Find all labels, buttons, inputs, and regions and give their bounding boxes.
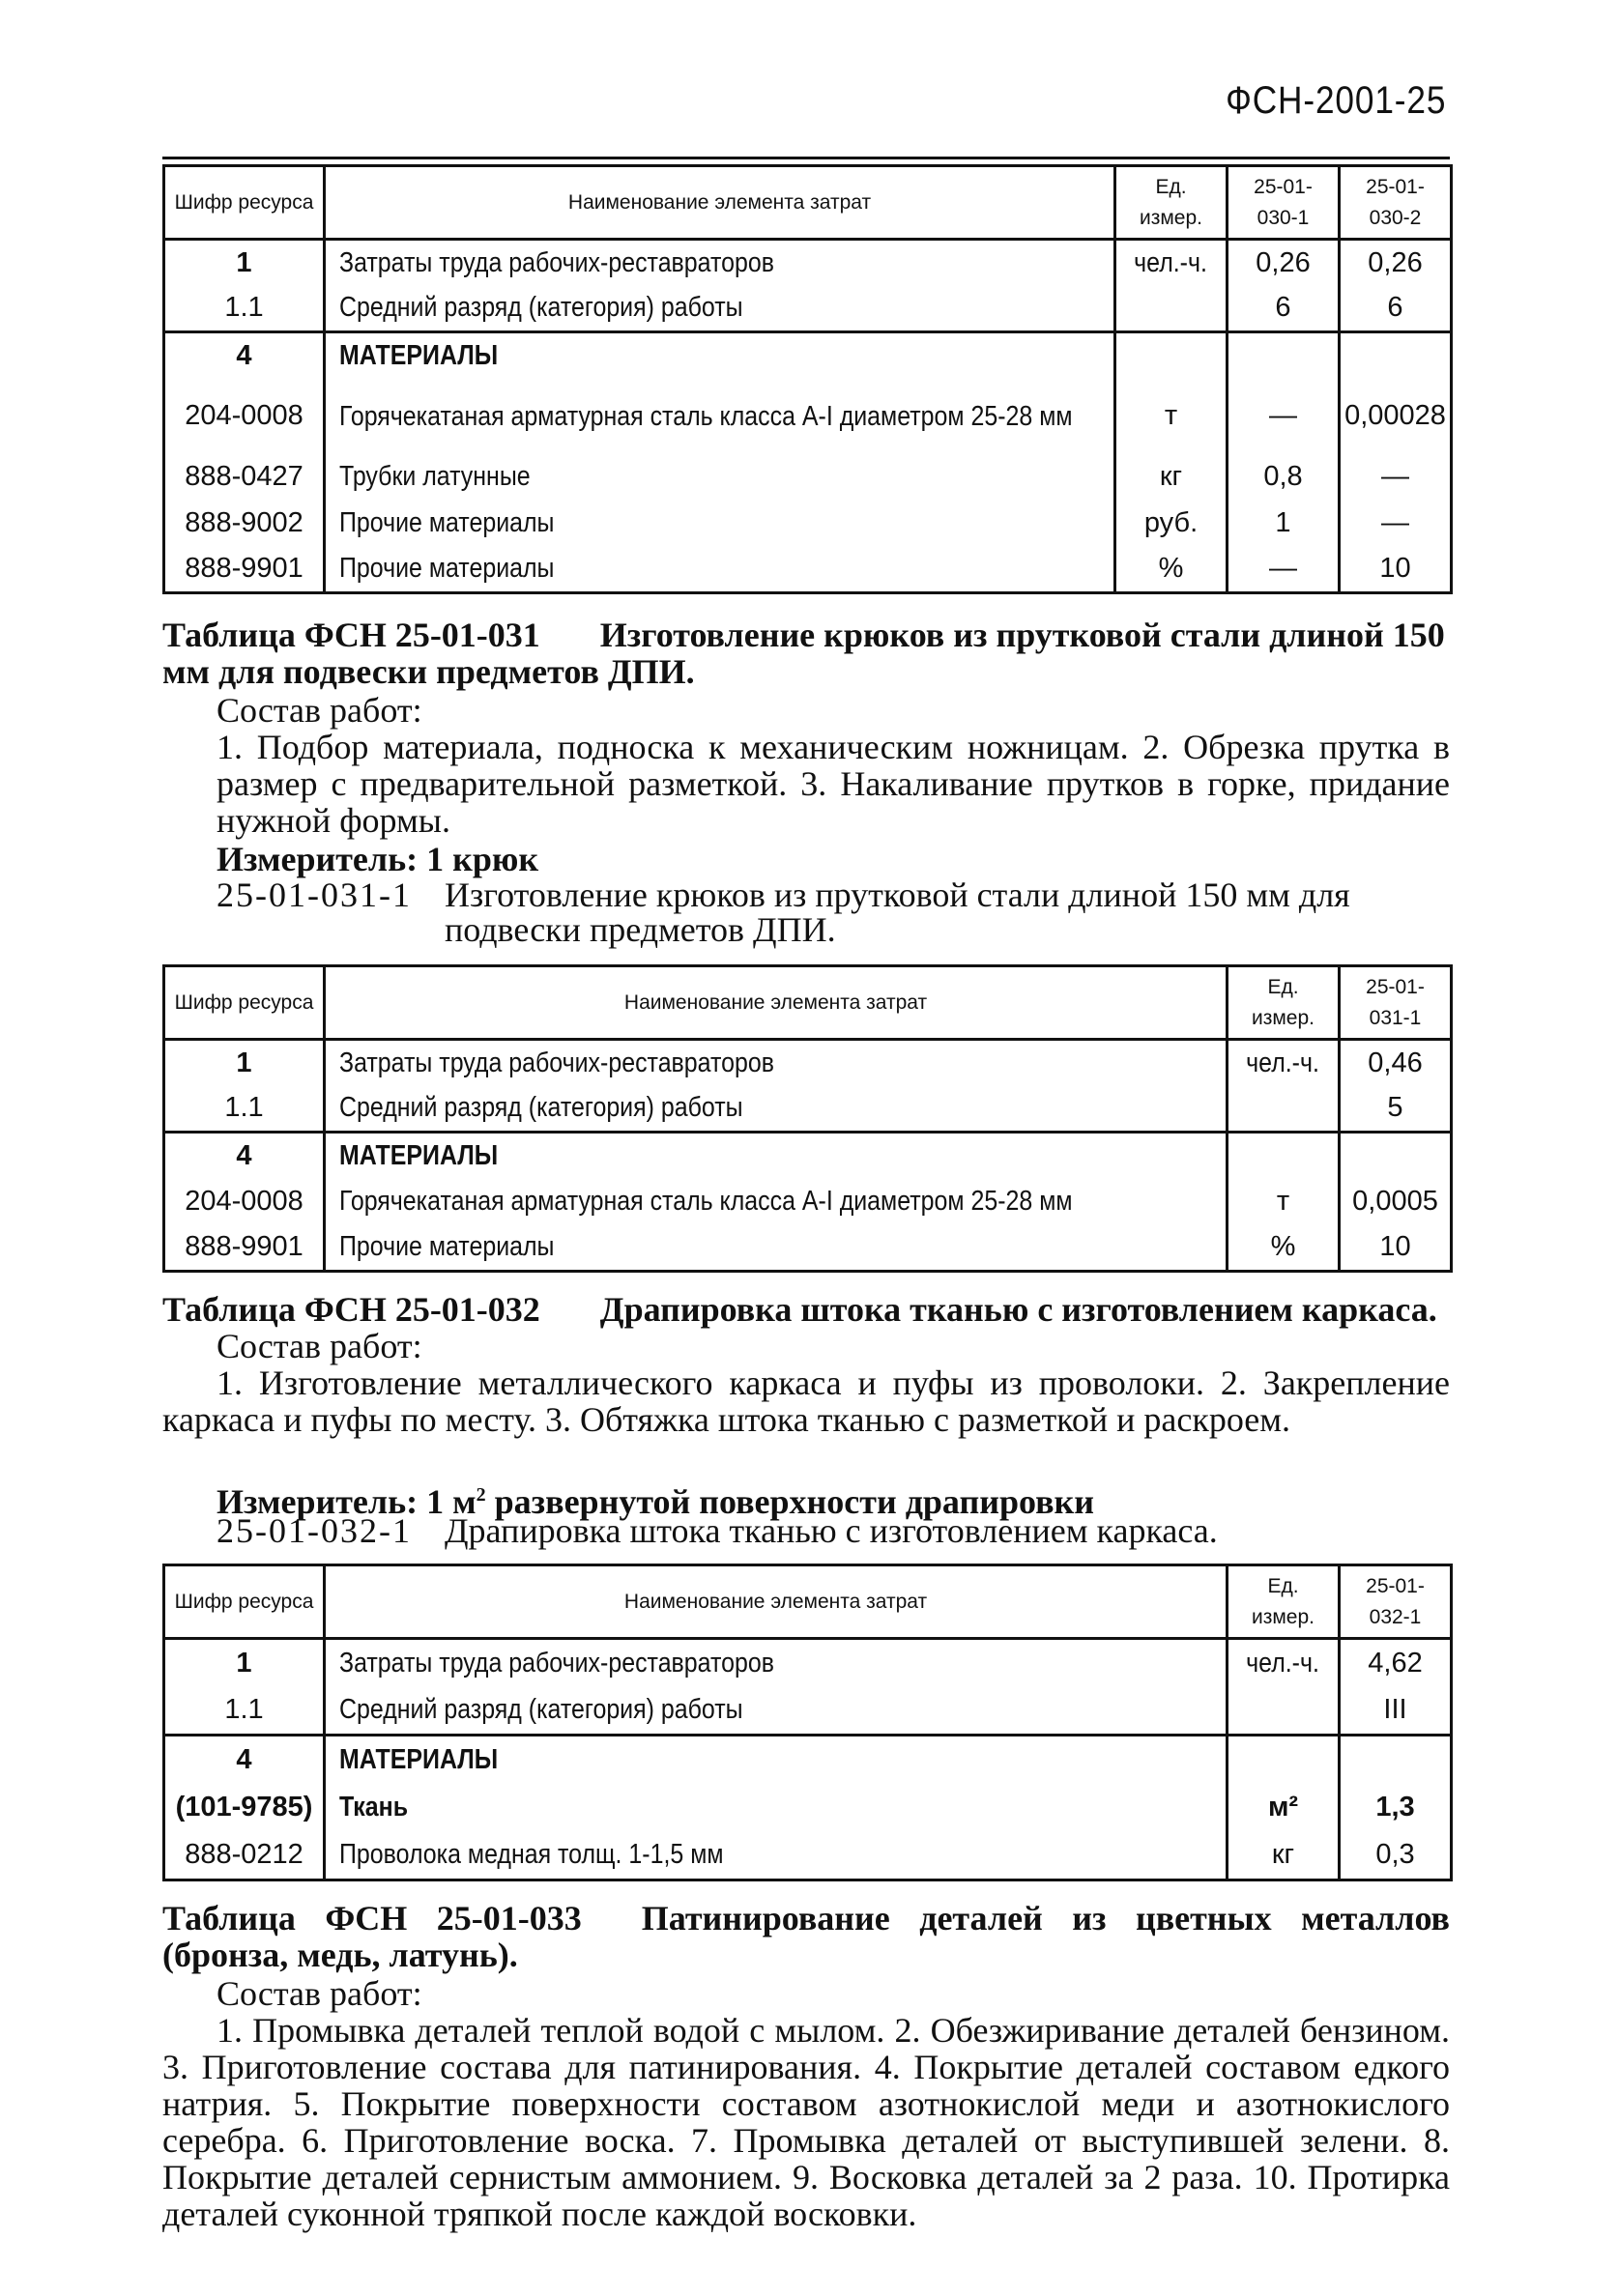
row-code: (101-9785): [164, 1784, 325, 1832]
header-name: Наименование элемента затрат: [325, 166, 1115, 240]
header-col: 25-01-030-1: [1228, 166, 1340, 240]
spec-text: Изготовление крюков из прутковой стали длиной 150 мм для подвески предметов ДПИ.: [445, 875, 1350, 949]
table-row: [164, 379, 1452, 454]
caption-number: Таблица ФСН 25-01-032: [162, 1290, 540, 1329]
row-name-text: Горячекатаная арматурная сталь класса А-I диаметром 25-28 мм: [339, 1186, 1073, 1217]
row-code: 888-0212: [164, 1832, 325, 1880]
table-row: [164, 1784, 1452, 1832]
table-caption-033: [162, 1900, 1450, 1973]
table-row: [164, 454, 1452, 501]
row-value: 1: [1228, 501, 1340, 547]
table-row: [164, 286, 1452, 332]
row-name-text: Средний разряд (категория) работы: [339, 1092, 743, 1124]
sostav-text-content: 1. Подбор материала, подноска к механическим ножницам. 2. Обрезка прутка в размер с предварительной разметкой. 3. Накаливание прутков в горке, придание нужной формы.: [217, 728, 1450, 840]
row-name: [325, 1133, 1228, 1179]
row-name: [325, 501, 1115, 547]
row-value: 5: [1340, 1086, 1452, 1133]
row-unit: [1115, 332, 1228, 379]
header-unit: Ед. измер.: [1228, 1565, 1340, 1639]
row-value: 6: [1340, 286, 1452, 332]
spec-line: [217, 1513, 1450, 1548]
table-header-row: [164, 1565, 1452, 1639]
row-value: [1228, 332, 1340, 379]
sostav-label: Состав работ:: [217, 691, 422, 730]
norm-table-25-01-031: [162, 964, 1453, 1273]
row-value: 0,46: [1340, 1040, 1452, 1086]
row-code: 1.1: [164, 286, 325, 332]
spec-code: 25-01-031-1: [217, 875, 412, 914]
row-name: [325, 1086, 1228, 1133]
header-col: 25-01-030-2: [1340, 166, 1452, 240]
row-name-text: Ткань: [339, 1792, 409, 1822]
row-unit-text: чел.-ч.: [1246, 1047, 1320, 1078]
row-code: 888-0427: [164, 454, 325, 501]
sostav-text-content: 1. Изготовление металлического каркаса и пуфы из проволоки. 2. Закрепление каркаса и пуфы по месту. 3. Обтяжка штока тканью с разметкой и раскроем.: [162, 1363, 1450, 1439]
row-unit: [1228, 1687, 1340, 1736]
sostav-label: Состав работ:: [217, 1974, 422, 2013]
header-unit: Ед. измер.: [1115, 166, 1228, 240]
row-name-text: Средний разряд (категория) работы: [339, 1694, 743, 1726]
row-code: 888-9901: [164, 547, 325, 593]
caption-number: Таблица ФСН 25-01-033: [162, 1899, 582, 1937]
sostav-text: [162, 1364, 1450, 1438]
row-name-text: Затраты труда рабочих-реставраторов: [339, 1647, 775, 1679]
row-name-text: Проволока медная толщ. 1-1,5 мм: [339, 1839, 724, 1871]
row-name: [325, 1736, 1228, 1784]
table-row: [164, 1225, 1452, 1272]
table-row-group: [164, 1133, 1452, 1179]
table-row: [164, 1639, 1452, 1687]
row-name-text: Прочие материалы: [339, 553, 555, 585]
norm-table-25-01-032: [162, 1564, 1453, 1881]
row-name-text: Затраты труда рабочих-реставраторов: [339, 246, 775, 278]
page-identifier: ФСН-2001-25: [1225, 79, 1446, 122]
row-name-text: Затраты труда рабочих-реставраторов: [339, 1047, 775, 1078]
row-unit: [1228, 1040, 1340, 1086]
row-name-text: Горячекатаная арматурная сталь класса А-I диаметром 25-28 мм: [339, 400, 1073, 432]
row-unit: [1228, 1133, 1340, 1179]
caption-number: Таблица ФСН 25-01-031: [162, 616, 540, 654]
row-name: [325, 547, 1115, 593]
row-code: 204-0008: [164, 379, 325, 454]
row-value: III: [1340, 1687, 1452, 1736]
header-col: 25-01-032-1: [1340, 1565, 1452, 1639]
row-name: [325, 286, 1115, 332]
table-caption-031: [162, 617, 1450, 690]
table-row: [164, 1086, 1452, 1133]
row-value: 0,8: [1228, 454, 1340, 501]
row-code: 204-0008: [164, 1179, 325, 1225]
row-code: 1: [164, 1040, 325, 1086]
row-name-text: Средний разряд (категория) работы: [339, 292, 743, 324]
sostav-text-content: 1. Промывка деталей теплой водой с мылом. 2. Обезжиривание деталей бензином. 3. Приготовление состава для патинирования. 4. Покрытие деталей составом едкого натрия. 5. Покрытие поверхности составом азотнокислой меди и азотнокислого серебра. 6. Приготовление воска. 7. Промывка деталей от выступившей зелени. 8. Покрытие деталей сернистым аммонием. 9. Восковка деталей за 2 раза. 10. Протирка деталей суконной тряпкой после каждой восковки.: [162, 2011, 1450, 2233]
measure-sup: 2: [476, 1484, 486, 1506]
row-unit: руб.: [1115, 501, 1228, 547]
row-value: —: [1228, 547, 1340, 593]
table-row: [164, 1832, 1452, 1880]
row-unit-text: чел.-ч.: [1246, 1647, 1320, 1679]
header-col: 25-01-031-1: [1340, 966, 1452, 1040]
table-row-group: [164, 332, 1452, 379]
spec-text: Драпировка штока тканью с изготовлением каркаса.: [445, 1511, 1218, 1550]
sostav-label: Состав работ:: [217, 1327, 422, 1365]
table-row: [164, 501, 1452, 547]
header-code: Шифр ресурса: [164, 166, 325, 240]
row-unit: кг: [1115, 454, 1228, 501]
spec-code: 25-01-032-1: [217, 1511, 412, 1550]
measure-label-main: Измеритель: 1 м: [217, 1482, 477, 1521]
row-code: 1: [164, 240, 325, 286]
header-name: Наименование элемента затрат: [325, 966, 1228, 1040]
caption-title: Патинирование деталей из цветных металлов (бронза, медь, латунь).: [162, 1899, 1450, 1974]
row-name: [325, 1687, 1228, 1736]
row-value: 0,26: [1228, 240, 1340, 286]
table-header-row: [164, 966, 1452, 1040]
table-row-group: [164, 1736, 1452, 1784]
row-value: 10: [1340, 547, 1452, 593]
header-rule: [162, 157, 1450, 159]
row-value: —: [1228, 379, 1340, 454]
row-code: 1: [164, 1639, 325, 1687]
row-name-text: Прочие материалы: [339, 507, 555, 538]
sostav-text: [162, 729, 1450, 839]
row-code: 4: [164, 1736, 325, 1784]
row-code: 1.1: [164, 1687, 325, 1736]
row-unit: т: [1115, 379, 1228, 454]
row-name: [325, 454, 1115, 501]
row-name: [325, 1179, 1228, 1225]
table-row: [164, 1040, 1452, 1086]
row-unit: %: [1115, 547, 1228, 593]
row-name: [325, 240, 1115, 286]
row-name-text: МАТЕРИАЛЫ: [339, 1743, 499, 1775]
row-code: 888-9002: [164, 501, 325, 547]
row-name: [325, 1225, 1228, 1272]
row-name: [325, 1784, 1228, 1832]
row-code: 4: [164, 1133, 325, 1179]
measure-label: Измеритель: 1 крюк: [217, 840, 539, 878]
header-code: Шифр ресурса: [164, 966, 325, 1040]
table-row: [164, 1687, 1452, 1736]
header-unit: Ед. измер.: [1228, 966, 1340, 1040]
row-unit: %: [1228, 1225, 1340, 1272]
row-value: —: [1340, 501, 1452, 547]
row-name: [325, 379, 1115, 454]
row-value: 4,62: [1340, 1639, 1452, 1687]
row-code: 4: [164, 332, 325, 379]
row-name-text: МАТЕРИАЛЫ: [339, 339, 499, 371]
caption-title: Драпировка штока тканью с изготовлением каркаса.: [599, 1290, 1437, 1329]
row-code: 1.1: [164, 1086, 325, 1133]
row-code: 888-9901: [164, 1225, 325, 1272]
row-value: [1340, 1736, 1452, 1784]
row-unit: т: [1228, 1179, 1340, 1225]
row-value: [1340, 1133, 1452, 1179]
row-unit-text: чел.-ч.: [1134, 246, 1208, 278]
row-unit: [1228, 1086, 1340, 1133]
row-unit: кг: [1228, 1832, 1340, 1880]
row-unit: [1115, 240, 1228, 286]
table-row: [164, 240, 1452, 286]
spec-line: [217, 875, 1450, 949]
row-name: [325, 332, 1115, 379]
table-header-row: [164, 166, 1452, 240]
row-name: [325, 1639, 1228, 1687]
table-row: [164, 547, 1452, 593]
table-caption-032: [162, 1291, 1450, 1328]
row-unit: [1228, 1736, 1340, 1784]
header-code: Шифр ресурса: [164, 1565, 325, 1639]
row-value: [1340, 332, 1452, 379]
row-name: [325, 1832, 1228, 1880]
row-value: 10: [1340, 1225, 1452, 1272]
caption-title: Изготовление крюков из прутковой стали длиной 150 мм для подвески предметов ДПИ.: [162, 616, 1445, 691]
row-name-text: Трубки латунные: [339, 461, 531, 492]
row-value: —: [1340, 454, 1452, 501]
row-name-text: Прочие материалы: [339, 1231, 555, 1263]
header-name: Наименование элемента затрат: [325, 1565, 1228, 1639]
row-value: 0,26: [1340, 240, 1452, 286]
sostav-text: [162, 2012, 1450, 2232]
row-unit: [1228, 1639, 1340, 1687]
row-value: 0,00028: [1340, 379, 1452, 454]
row-value: 0,0005: [1340, 1179, 1452, 1225]
measure-label-rest: развернутой поверхности драпировки: [485, 1482, 1094, 1521]
norm-table-25-01-030: [162, 164, 1453, 594]
row-value: 6: [1228, 286, 1340, 332]
row-value: 0,3: [1340, 1832, 1452, 1880]
row-value: 1,3: [1340, 1784, 1452, 1832]
table-row: [164, 1179, 1452, 1225]
row-name-text: МАТЕРИАЛЫ: [339, 1139, 499, 1171]
row-name: [325, 1040, 1228, 1086]
row-unit: [1115, 286, 1228, 332]
row-unit: м²: [1228, 1784, 1340, 1832]
